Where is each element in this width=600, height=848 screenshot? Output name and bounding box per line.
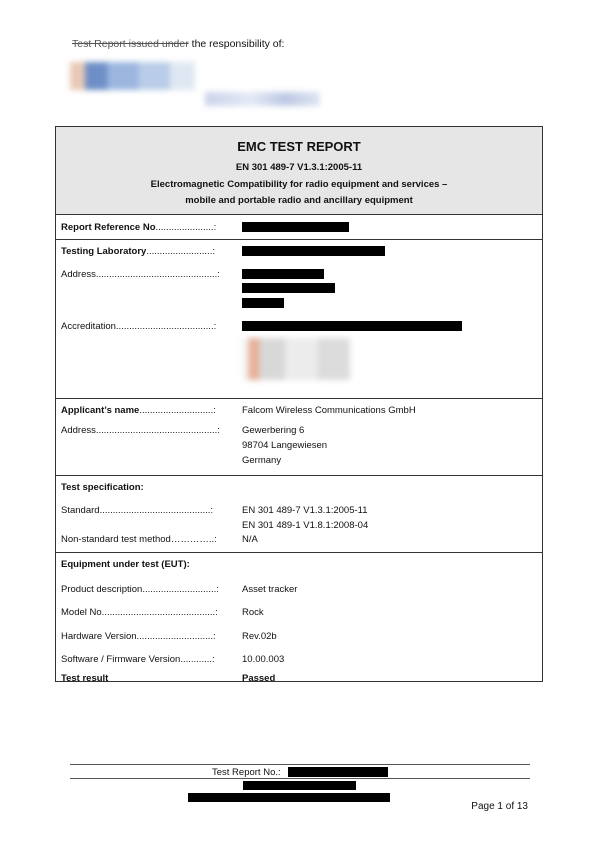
standard-leader: ..........................................: [99, 505, 214, 516]
redacted-footer-line-1 [243, 781, 356, 790]
applicant-address-line-2: 98704 Langewiesen [242, 440, 328, 451]
applicant-address [242, 423, 327, 468]
section-eut [56, 553, 542, 684]
redacted-address-2 [242, 283, 335, 293]
report-title: EMC TEST REPORT [237, 139, 361, 154]
report-ref-label: Report Reference No [61, 222, 156, 233]
software-label: Software / Firmware Version [61, 654, 181, 665]
applicant-address-line-1: Gewerbering 6 [242, 425, 305, 436]
section-testing-lab [56, 240, 542, 399]
redacted-report-ref [242, 222, 349, 232]
hardware-value: Rev.02b [242, 631, 277, 642]
accreditation-label: Accreditation [61, 321, 116, 332]
model-label: Model No. [61, 607, 105, 618]
section-applicant [56, 399, 542, 476]
footer-divider [70, 764, 530, 765]
report-subtitle-2: mobile and portable radio and ancillary equipment [185, 195, 413, 206]
report-standard: EN 301 489-7 V1.3.1:2005-11 [235, 162, 363, 173]
model-value: Rock [242, 607, 264, 618]
non-standard-value: N/A [242, 534, 258, 545]
product-leader: ...........................: [144, 584, 219, 595]
redacted-logo [70, 62, 195, 90]
lab-address-row [61, 269, 220, 280]
report-subtitle-1: Electromagnetic Compatibility for radio equipment and services – [150, 179, 448, 190]
software-row [61, 654, 215, 665]
report-ref-row [61, 222, 216, 233]
intro-line [72, 38, 284, 50]
footer-report-no-label: Test Report No.: [212, 767, 281, 778]
testing-lab-label: Testing Laboratory [61, 246, 147, 257]
hardware-label: Hardware Version [61, 631, 137, 642]
applicant-name: Falcom Wireless Communications GmbH [242, 405, 416, 416]
redacted-footer-line-2 [188, 793, 390, 802]
eut-heading: Equipment under test (EUT): [61, 559, 190, 570]
non-standard-row [61, 534, 217, 545]
redacted-testing-lab [242, 246, 385, 256]
redacted-accreditation [242, 321, 462, 331]
applicant-row [61, 405, 216, 416]
redacted-report-no [288, 767, 388, 777]
applicant-address-label: Address [61, 425, 96, 436]
section-report-ref [56, 215, 542, 240]
applicant-label: Applicant’s name [61, 405, 140, 416]
product-label: Product description. [61, 584, 145, 595]
applicant-address-line-3: Germany [242, 455, 282, 466]
result-value: Passed [242, 673, 276, 684]
accreditation-leader: .....................................: [115, 321, 217, 332]
testing-lab-row [61, 246, 215, 257]
standard-label: Standard [61, 505, 100, 516]
product-row [61, 584, 219, 595]
standard-1: EN 301 489-7 V1.3.1:2005-11 [242, 505, 368, 516]
footer-divider-2 [70, 778, 530, 779]
section-test-spec [56, 476, 542, 553]
test-spec-heading: Test specification: [61, 482, 144, 493]
redacted-address-1 [242, 269, 324, 279]
standards-list [242, 503, 368, 533]
lab-address-leader: ..............................................: [95, 269, 220, 280]
model-leader: ..........................................: [104, 607, 218, 618]
standard-row [61, 505, 213, 516]
standard-2: EN 301 489-1 V1.8.1:2008-04 [242, 520, 369, 531]
software-leader: ............: [180, 654, 215, 665]
applicant-address-leader: ..............................................: [95, 425, 220, 436]
product-value: Asset tracker [242, 584, 298, 595]
hardware-leader: .............................: [136, 631, 216, 642]
redacted-accreditation-stamp [242, 338, 350, 380]
applicant-address-row [61, 425, 220, 436]
report-header [56, 127, 542, 215]
intro-struck: Test Report issued under [72, 38, 189, 50]
lab-address-label: Address [61, 269, 96, 280]
applicant-leader: ............................: [139, 405, 216, 416]
software-value: 10.00.003 [242, 654, 285, 665]
result-label: Test result [61, 673, 109, 684]
report-box [55, 126, 543, 682]
hardware-row [61, 631, 216, 642]
intro-rest: the responsibility of: [188, 38, 285, 50]
redacted-logo-sub [205, 92, 320, 106]
page-number: Page 1 of 13 [471, 801, 528, 812]
non-standard-leader: …………..: [170, 534, 217, 545]
testing-lab-leader: .........................: [146, 246, 215, 257]
model-row [61, 607, 218, 618]
redacted-address-3 [242, 298, 284, 308]
non-standard-label: Non-standard test method [61, 534, 171, 545]
accreditation-row [61, 321, 216, 332]
report-ref-leader: ......................: [155, 222, 217, 233]
